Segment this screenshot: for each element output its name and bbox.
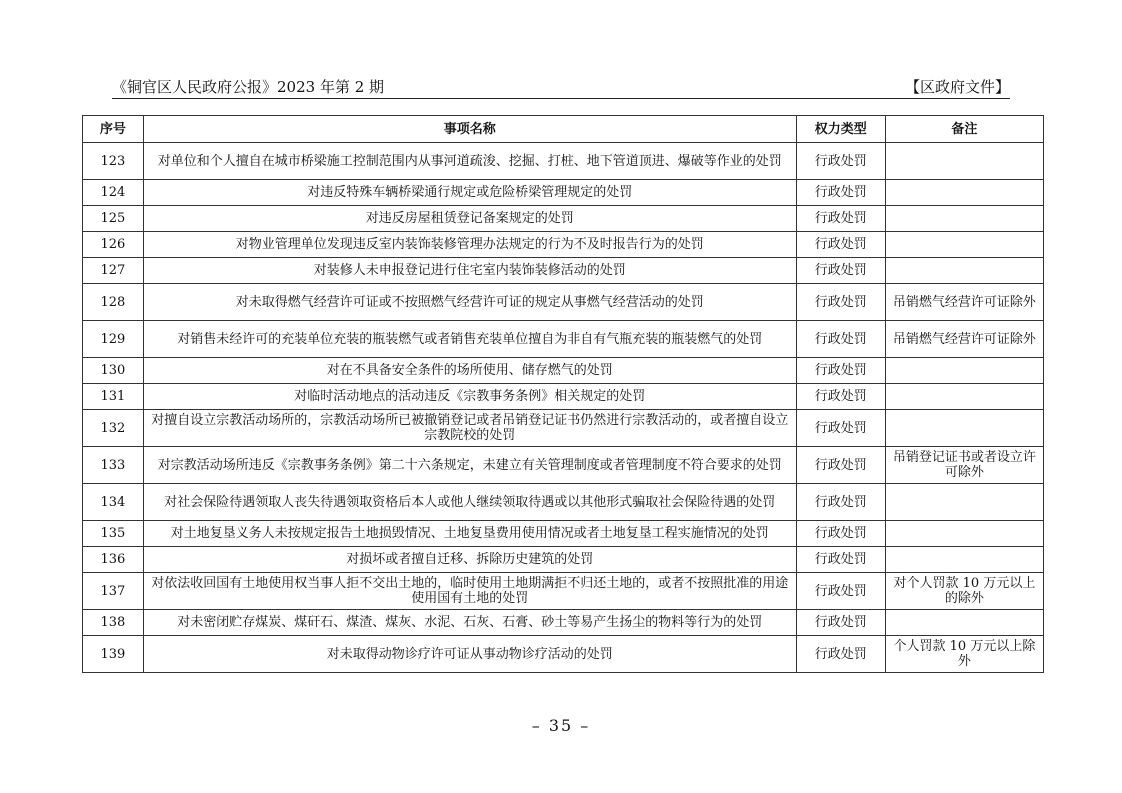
cell-name: 对在不具备安全条件的场所使用、储存燃气的处罚 xyxy=(143,358,796,384)
cell-note xyxy=(885,410,1043,447)
cell-type: 行政处罚 xyxy=(796,321,885,358)
table-row xyxy=(83,410,1044,447)
cell-name: 对土地复垦义务人未按规定报告土地损毁情况、土地复垦费用使用情况或者土地复垦工程实施情况的处罚 xyxy=(143,521,796,547)
cell-name: 对擅自设立宗教活动场所的，宗教活动场所已被撤销登记或者吊销登记证书仍然进行宗教活动的，或者擅自设立宗教院校的处罚 xyxy=(143,410,796,447)
cell-note xyxy=(885,521,1043,547)
section-label: 【区政府文件】 xyxy=(904,78,1010,96)
cell-no: 135 xyxy=(83,521,144,547)
page-number: – 35 – xyxy=(531,716,591,735)
items-table xyxy=(82,115,1044,673)
cell-type: 行政处罚 xyxy=(796,410,885,447)
cell-note: 个人罚款 10 万元以上除外 xyxy=(885,636,1043,673)
cell-note xyxy=(885,143,1043,180)
table-row xyxy=(83,521,1044,547)
cell-name: 对违反特殊车辆桥梁通行规定或危险桥梁管理规定的处罚 xyxy=(143,180,796,206)
cell-name: 对宗教活动场所违反《宗教事务条例》第二十六条规定，未建立有关管理制度或者管理制度不符合要求的处罚 xyxy=(143,447,796,484)
cell-name: 对未取得燃气经营许可证或不按照燃气经营许可证的规定从事燃气经营活动的处罚 xyxy=(143,284,796,321)
table-row xyxy=(83,447,1044,484)
cell-note xyxy=(885,384,1043,410)
table-row xyxy=(83,321,1044,358)
cell-type: 行政处罚 xyxy=(796,547,885,573)
table-row xyxy=(83,143,1044,180)
table-row xyxy=(83,258,1044,284)
cell-type: 行政处罚 xyxy=(796,636,885,673)
cell-note xyxy=(885,180,1043,206)
cell-type: 行政处罚 xyxy=(796,180,885,206)
cell-note xyxy=(885,610,1043,636)
table-header-row xyxy=(83,116,1044,143)
table-row xyxy=(83,358,1044,384)
cell-no: 125 xyxy=(83,206,144,232)
table-row xyxy=(83,610,1044,636)
column-header-type: 权力类型 xyxy=(796,116,885,143)
cell-type: 行政处罚 xyxy=(796,143,885,180)
cell-no: 134 xyxy=(83,484,144,521)
gazette-title: 《铜官区人民政府公报》2023 年第 2 期 xyxy=(112,78,385,96)
cell-name: 对销售未经许可的充装单位充装的瓶装燃气或者销售充装单位擅自为非自有气瓶充装的瓶装燃气的处罚 xyxy=(143,321,796,358)
cell-name: 对临时活动地点的活动违反《宗教事务条例》相关规定的处罚 xyxy=(143,384,796,410)
cell-name: 对依法收回国有土地使用权当事人拒不交出土地的，临时使用土地期满拒不归还土地的，或者不按照批准的用途使用国有土地的处罚 xyxy=(143,573,796,610)
cell-type: 行政处罚 xyxy=(796,610,885,636)
cell-no: 127 xyxy=(83,258,144,284)
cell-type: 行政处罚 xyxy=(796,447,885,484)
table-row xyxy=(83,636,1044,673)
cell-name: 对社会保险待遇领取人丧失待遇领取资格后本人或他人继续领取待遇或以其他形式骗取社会保险待遇的处罚 xyxy=(143,484,796,521)
cell-name: 对违反房屋租赁登记备案规定的处罚 xyxy=(143,206,796,232)
cell-name: 对装修人未申报登记进行住宅室内装饰装修活动的处罚 xyxy=(143,258,796,284)
cell-type: 行政处罚 xyxy=(796,521,885,547)
cell-type: 行政处罚 xyxy=(796,484,885,521)
table-row xyxy=(83,547,1044,573)
column-header-name: 事项名称 xyxy=(143,116,796,143)
cell-note: 对个人罚款 10 万元以上的除外 xyxy=(885,573,1043,610)
cell-no: 136 xyxy=(83,547,144,573)
table-row xyxy=(83,180,1044,206)
cell-type: 行政处罚 xyxy=(796,358,885,384)
cell-type: 行政处罚 xyxy=(796,258,885,284)
table-row xyxy=(83,206,1044,232)
cell-type: 行政处罚 xyxy=(796,206,885,232)
cell-no: 131 xyxy=(83,384,144,410)
cell-type: 行政处罚 xyxy=(796,284,885,321)
cell-note xyxy=(885,547,1043,573)
running-header xyxy=(112,76,1010,99)
cell-no: 130 xyxy=(83,358,144,384)
cell-name: 对未取得动物诊疗许可证从事动物诊疗活动的处罚 xyxy=(143,636,796,673)
table-row xyxy=(83,384,1044,410)
cell-no: 126 xyxy=(83,232,144,258)
cell-no: 137 xyxy=(83,573,144,610)
cell-note xyxy=(885,484,1043,521)
cell-no: 128 xyxy=(83,284,144,321)
cell-type: 行政处罚 xyxy=(796,384,885,410)
cell-name: 对物业管理单位发现违反室内装饰装修管理办法规定的行为不及时报告行为的处罚 xyxy=(143,232,796,258)
cell-note: 吊销燃气经营许可证除外 xyxy=(885,284,1043,321)
column-header-no: 序号 xyxy=(83,116,144,143)
table-row xyxy=(83,484,1044,521)
cell-type: 行政处罚 xyxy=(796,232,885,258)
table-row xyxy=(83,284,1044,321)
cell-note xyxy=(885,358,1043,384)
cell-no: 123 xyxy=(83,143,144,180)
cell-name: 对单位和个人擅自在城市桥梁施工控制范围内从事河道疏浚、挖掘、打桩、地下管道顶进、爆破等作业的处罚 xyxy=(143,143,796,180)
table-row xyxy=(83,573,1044,610)
cell-note xyxy=(885,206,1043,232)
cell-no: 139 xyxy=(83,636,144,673)
cell-no: 129 xyxy=(83,321,144,358)
cell-note xyxy=(885,258,1043,284)
cell-no: 138 xyxy=(83,610,144,636)
cell-no: 132 xyxy=(83,410,144,447)
cell-note xyxy=(885,232,1043,258)
cell-note: 吊销燃气经营许可证除外 xyxy=(885,321,1043,358)
cell-note: 吊销登记证书或者设立许可除外 xyxy=(885,447,1043,484)
cell-name: 对损坏或者擅自迁移、拆除历史建筑的处罚 xyxy=(143,547,796,573)
table-row xyxy=(83,232,1044,258)
cell-no: 124 xyxy=(83,180,144,206)
column-header-note: 备注 xyxy=(885,116,1043,143)
cell-type: 行政处罚 xyxy=(796,573,885,610)
cell-no: 133 xyxy=(83,447,144,484)
cell-name: 对未密闭贮存煤炭、煤矸石、煤渣、煤灰、水泥、石灰、石膏、砂土等易产生扬尘的物料等行为的处罚 xyxy=(143,610,796,636)
